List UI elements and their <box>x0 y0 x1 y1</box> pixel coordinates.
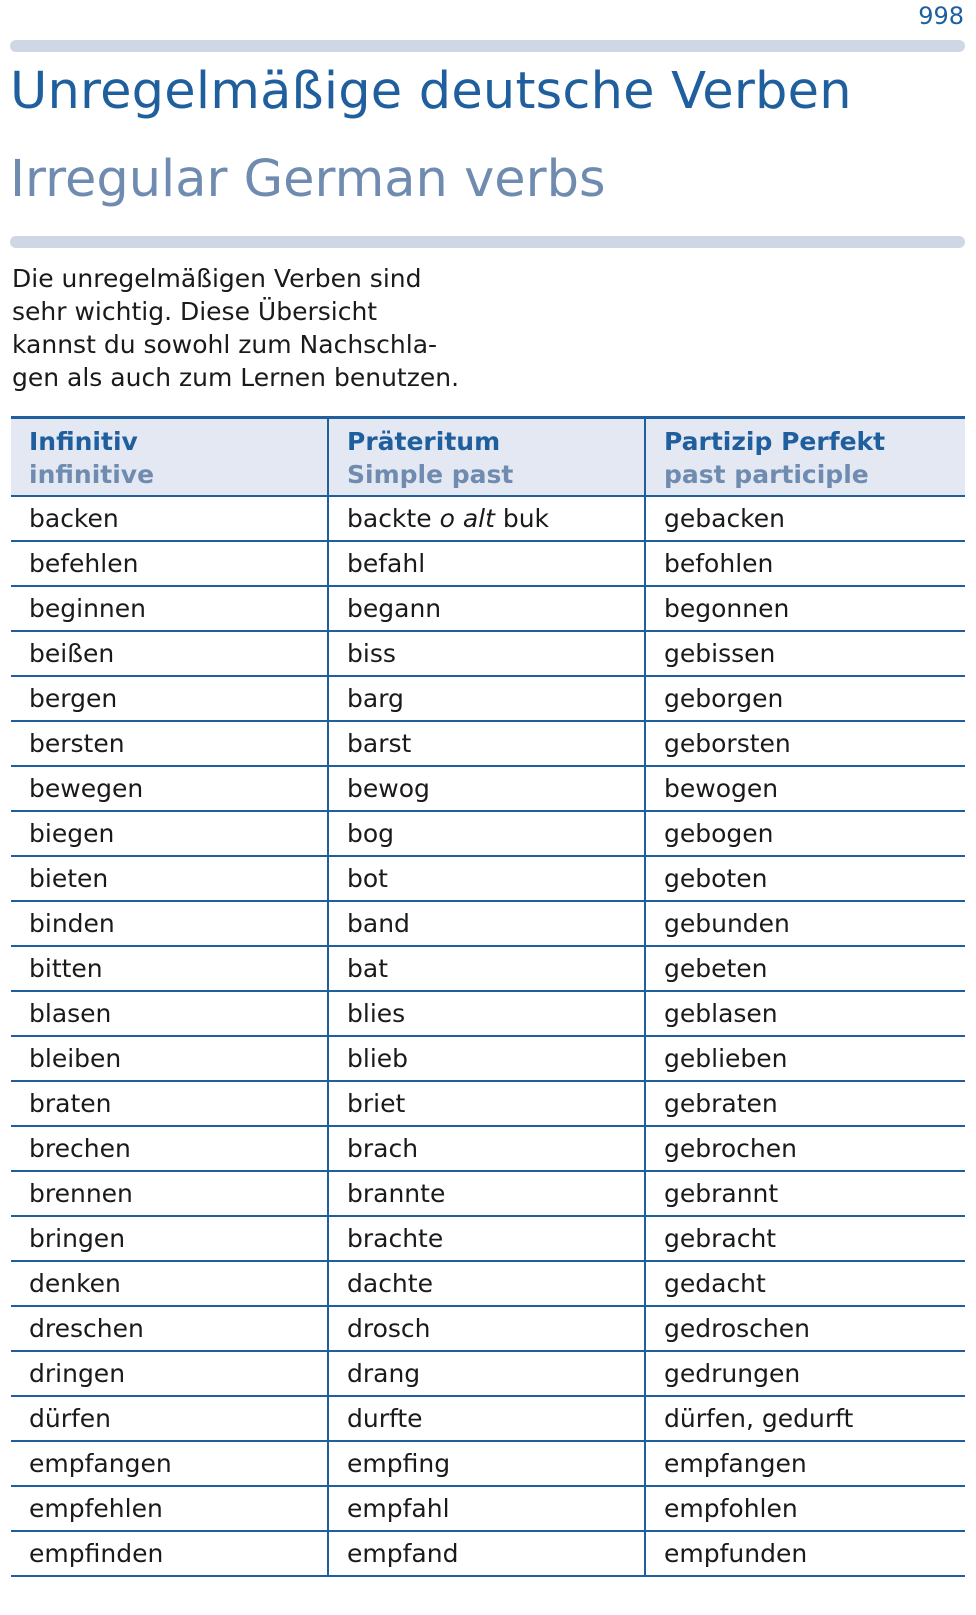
table-row <box>11 1171 965 1216</box>
table-row <box>11 1351 965 1396</box>
infinitive-cell: blasen <box>11 991 328 1036</box>
table-row <box>11 1216 965 1261</box>
infinitive-cell: dringen <box>11 1351 328 1396</box>
table-row <box>11 1261 965 1306</box>
past-participle-cell: befohlen <box>645 541 965 586</box>
infinitive-cell: bewegen <box>11 766 328 811</box>
past-participle-cell: begonnen <box>645 586 965 631</box>
infinitive-cell: brennen <box>11 1171 328 1216</box>
table-row <box>11 586 965 631</box>
table-row <box>11 1081 965 1126</box>
simple-past-cell: blieb <box>328 1036 645 1081</box>
simple-past-cell: empfand <box>328 1531 645 1576</box>
table-row <box>11 541 965 586</box>
section-divider <box>10 236 965 248</box>
simple-past-cell: band <box>328 901 645 946</box>
simple-past-cell <box>328 496 645 541</box>
column-header-label-en: infinitive <box>29 460 155 489</box>
column-header-label-de: Partizip Perfekt <box>664 427 886 456</box>
infinitive-cell: beginnen <box>11 586 328 631</box>
table-row <box>11 1396 965 1441</box>
past-participle-cell: gedrungen <box>645 1351 965 1396</box>
infinitive-cell: bitten <box>11 946 328 991</box>
past-participle-cell: gebogen <box>645 811 965 856</box>
infinitive-cell: denken <box>11 1261 328 1306</box>
intro-line: Die unregelmäßigen Verben sind <box>12 264 422 293</box>
past-participle-cell: gebissen <box>645 631 965 676</box>
infinitive-cell: befehlen <box>11 541 328 586</box>
simple-past-cell: briet <box>328 1081 645 1126</box>
past-participle-cell: geboten <box>645 856 965 901</box>
simple-past-cell: barst <box>328 721 645 766</box>
simple-past-cell: befahl <box>328 541 645 586</box>
alt-form-part: o <box>439 503 455 533</box>
past-participle-cell: empfunden <box>645 1531 965 1576</box>
verb-table <box>11 416 965 1577</box>
alt-form-part: backte <box>347 503 432 533</box>
page-title: Unregelmäßige deutsche Verben <box>10 62 852 121</box>
infinitive-cell: bieten <box>11 856 328 901</box>
simple-past-cell: drosch <box>328 1306 645 1351</box>
past-participle-cell: gedroschen <box>645 1306 965 1351</box>
table-row <box>11 946 965 991</box>
simple-past-cell: bot <box>328 856 645 901</box>
top-divider <box>10 40 965 52</box>
column-header-simple-past <box>328 418 645 496</box>
table-row <box>11 1126 965 1171</box>
simple-past-cell: biss <box>328 631 645 676</box>
simple-past-cell: bog <box>328 811 645 856</box>
infinitive-cell: binden <box>11 901 328 946</box>
simple-past-cell: empfahl <box>328 1486 645 1531</box>
past-participle-cell: gebacken <box>645 496 965 541</box>
simple-past-cell: drang <box>328 1351 645 1396</box>
column-header-infinitive <box>11 418 328 496</box>
past-participle-cell: gebraten <box>645 1081 965 1126</box>
intro-line: kannst du sowohl zum Nachschla- <box>12 330 438 359</box>
past-participle-cell: gebracht <box>645 1216 965 1261</box>
alt-form-part: buk <box>502 503 550 533</box>
past-participle-cell: geborsten <box>645 721 965 766</box>
past-participle-cell: gebeten <box>645 946 965 991</box>
table-row <box>11 1441 965 1486</box>
table-row <box>11 721 965 766</box>
column-header-past-participle <box>645 418 965 496</box>
table-row <box>11 991 965 1036</box>
past-participle-cell: geblasen <box>645 991 965 1036</box>
simple-past-cell: barg <box>328 676 645 721</box>
table-row <box>11 1531 965 1576</box>
simple-past-cell: bat <box>328 946 645 991</box>
infinitive-cell: bringen <box>11 1216 328 1261</box>
infinitive-cell: empfangen <box>11 1441 328 1486</box>
past-participle-cell: dürfen, gedurft <box>645 1396 965 1441</box>
infinitive-cell: beißen <box>11 631 328 676</box>
column-header-label-en: Simple past <box>347 460 514 489</box>
infinitive-cell: backen <box>11 496 328 541</box>
simple-past-cell: brach <box>328 1126 645 1171</box>
past-participle-cell: geborgen <box>645 676 965 721</box>
simple-past-cell: brannte <box>328 1171 645 1216</box>
past-participle-cell: gebrannt <box>645 1171 965 1216</box>
table-header-row <box>11 418 965 496</box>
past-participle-cell: gedacht <box>645 1261 965 1306</box>
simple-past-cell: brachte <box>328 1216 645 1261</box>
table-row <box>11 811 965 856</box>
simple-past-cell: dachte <box>328 1261 645 1306</box>
infinitive-cell: biegen <box>11 811 328 856</box>
intro-line: sehr wichtig. Diese Übersicht <box>12 297 378 326</box>
infinitive-cell: bergen <box>11 676 328 721</box>
infinitive-cell: bersten <box>11 721 328 766</box>
column-header-label-de: Infinitiv <box>29 427 138 456</box>
past-participle-cell: empfohlen <box>645 1486 965 1531</box>
simple-past-cell: durfte <box>328 1396 645 1441</box>
column-header-label-en: past participle <box>664 460 869 489</box>
intro-text <box>12 262 482 394</box>
infinitive-cell: dreschen <box>11 1306 328 1351</box>
column-header-label-de: Präteritum <box>347 427 501 456</box>
table-row <box>11 766 965 811</box>
past-participle-cell: gebunden <box>645 901 965 946</box>
alt-form-part: alt <box>462 503 495 533</box>
infinitive-cell: braten <box>11 1081 328 1126</box>
table-row <box>11 1306 965 1351</box>
infinitive-cell: dürfen <box>11 1396 328 1441</box>
infinitive-cell: empfehlen <box>11 1486 328 1531</box>
intro-line: gen als auch zum Lernen benutzen. <box>12 363 460 392</box>
past-participle-cell: bewogen <box>645 766 965 811</box>
simple-past-cell: empfing <box>328 1441 645 1486</box>
infinitive-cell: empfinden <box>11 1531 328 1576</box>
simple-past-cell: begann <box>328 586 645 631</box>
infinitive-cell: bleiben <box>11 1036 328 1081</box>
table-row <box>11 676 965 721</box>
table-row <box>11 901 965 946</box>
simple-past-cell: bewog <box>328 766 645 811</box>
table-row <box>11 631 965 676</box>
table-row <box>11 496 965 541</box>
past-participle-cell: gebrochen <box>645 1126 965 1171</box>
table-row <box>11 1486 965 1531</box>
past-participle-cell: empfangen <box>645 1441 965 1486</box>
table-row <box>11 856 965 901</box>
page-number: 998 <box>918 2 964 30</box>
page-subtitle: Irregular German verbs <box>10 150 606 209</box>
simple-past-cell: blies <box>328 991 645 1036</box>
past-participle-cell: geblieben <box>645 1036 965 1081</box>
table-row <box>11 1036 965 1081</box>
infinitive-cell: brechen <box>11 1126 328 1171</box>
